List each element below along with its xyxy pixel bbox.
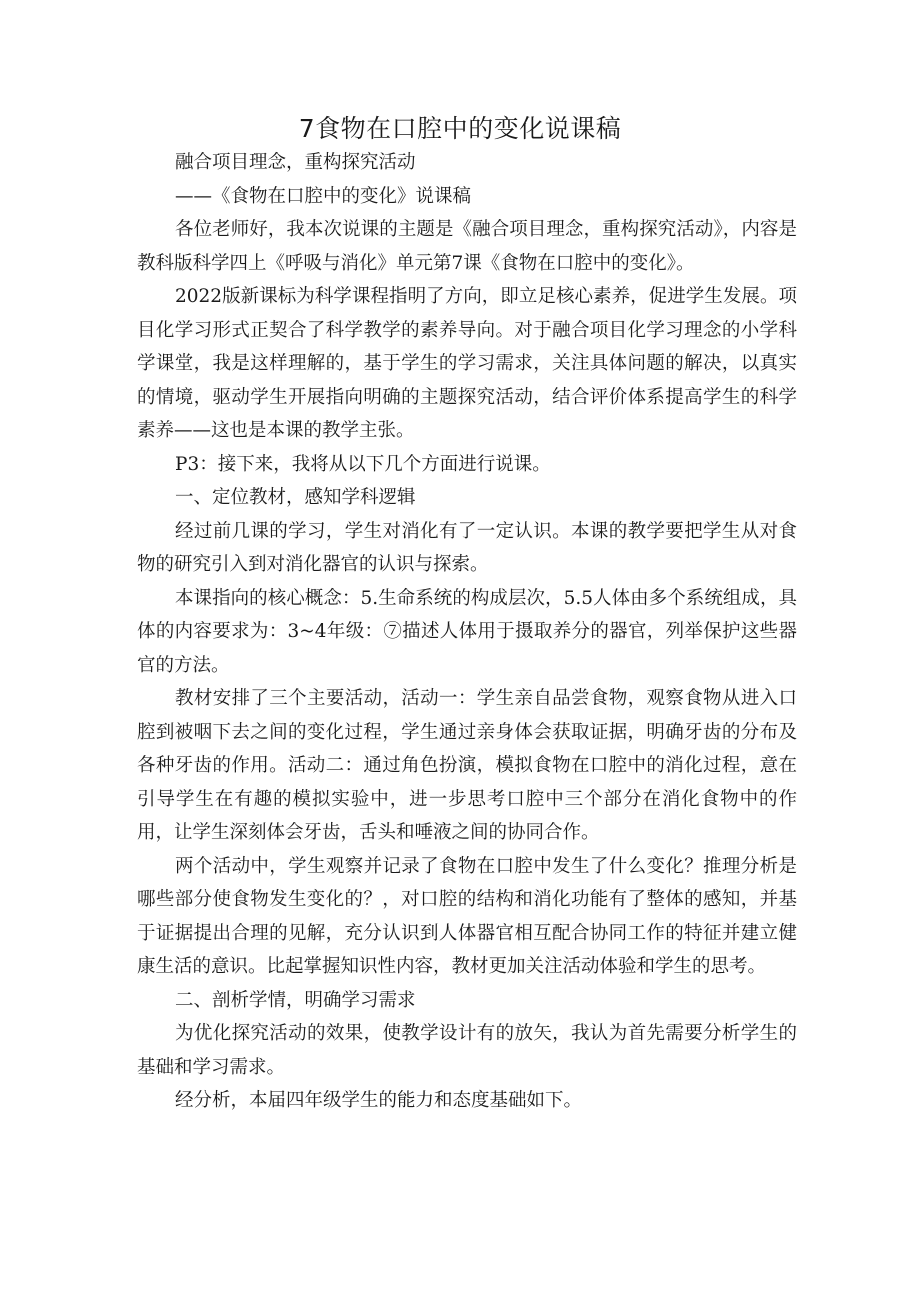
body-paragraph: 各位老师好，我本次说课的主题是《融合项目理念，重构探究活动》，内容是教科版科学四上《呼吸与消化》单元第7课《食物在口腔中的变化》。	[137, 219, 797, 274]
body-paragraph: 经分析，本届四年级学生的能力和态度基础如下。	[175, 1090, 583, 1111]
document-body	[137, 146, 797, 1118]
body-paragraph: 2022版新课标为科学课程指明了方向，即立足核心素养，促进学生发展。项目化学习形式正契合了科学教学的素养导向。对于融合项目化学习理念的小学科学课堂，我是这样理解的，基于学生的学习需求，关注具体问题的解决，以真实的情境，驱动学生开展指向明确的主题探究活动，结合评价体系提高学生的科学素养——这也是本课的教学主张。	[137, 286, 797, 441]
body-paragraph: 本课指向的核心概念：5.生命系统的构成层次，5.5人体由多个系统组成，具体的内容要求为：3~4年级：⑦描述人体用于摄取养分的器官，列举保护这些器官的方法。	[137, 587, 797, 676]
body-paragraph: 经过前几课的学习，学生对消化有了一定认识。本课的教学要把学生从对食物的研究引入到对消化器官的认识与探索。	[137, 520, 797, 575]
document-title: 7食物在口腔中的变化说课稿	[298, 114, 622, 143]
subtitle-line: 融合项目理念，重构探究活动	[175, 152, 416, 173]
section-heading: 一、定位教材，感知学科逻辑	[175, 487, 416, 508]
body-paragraph: 两个活动中，学生观察并记录了食物在口腔中发生了什么变化？推理分析是哪些部分使食物发生变化的？，对口腔的结构和消化功能有了整体的感知，并基于证据提出合理的见解，充分认识到人体器官相互配合协同工作的特征并建立健康生活的意识。比起掌握知识性内容，教材更加关注活动体验和学生的思考。	[137, 855, 797, 977]
subtitle-line: ——《食物在口腔中的变化》说课稿	[175, 185, 472, 207]
body-paragraph: 教材安排了三个主要活动，活动一：学生亲自品尝食物，观察食物从进入口腔到被咽下去之间的变化过程，学生通过亲身体会获取证据，明确牙齿的分布及各种牙齿的作用。活动二：通过角色扮演，模拟食物在口腔中的消化过程，意在引导学生在有趣的模拟实验中，进一步思考口腔中三个部分在消化食物中的作用，让学生深刻体会牙齿，舌头和唾液之间的协同合作。	[137, 688, 797, 843]
body-paragraph: 为优化探究活动的效果，使教学设计有的放矢，我认为首先需要分析学生的基础和学习需求。	[137, 1023, 797, 1078]
body-paragraph: P3：接下来，我将从以下几个方面进行说课。	[175, 453, 551, 475]
section-heading: 二、剖析学情，明确学习需求	[175, 989, 416, 1011]
